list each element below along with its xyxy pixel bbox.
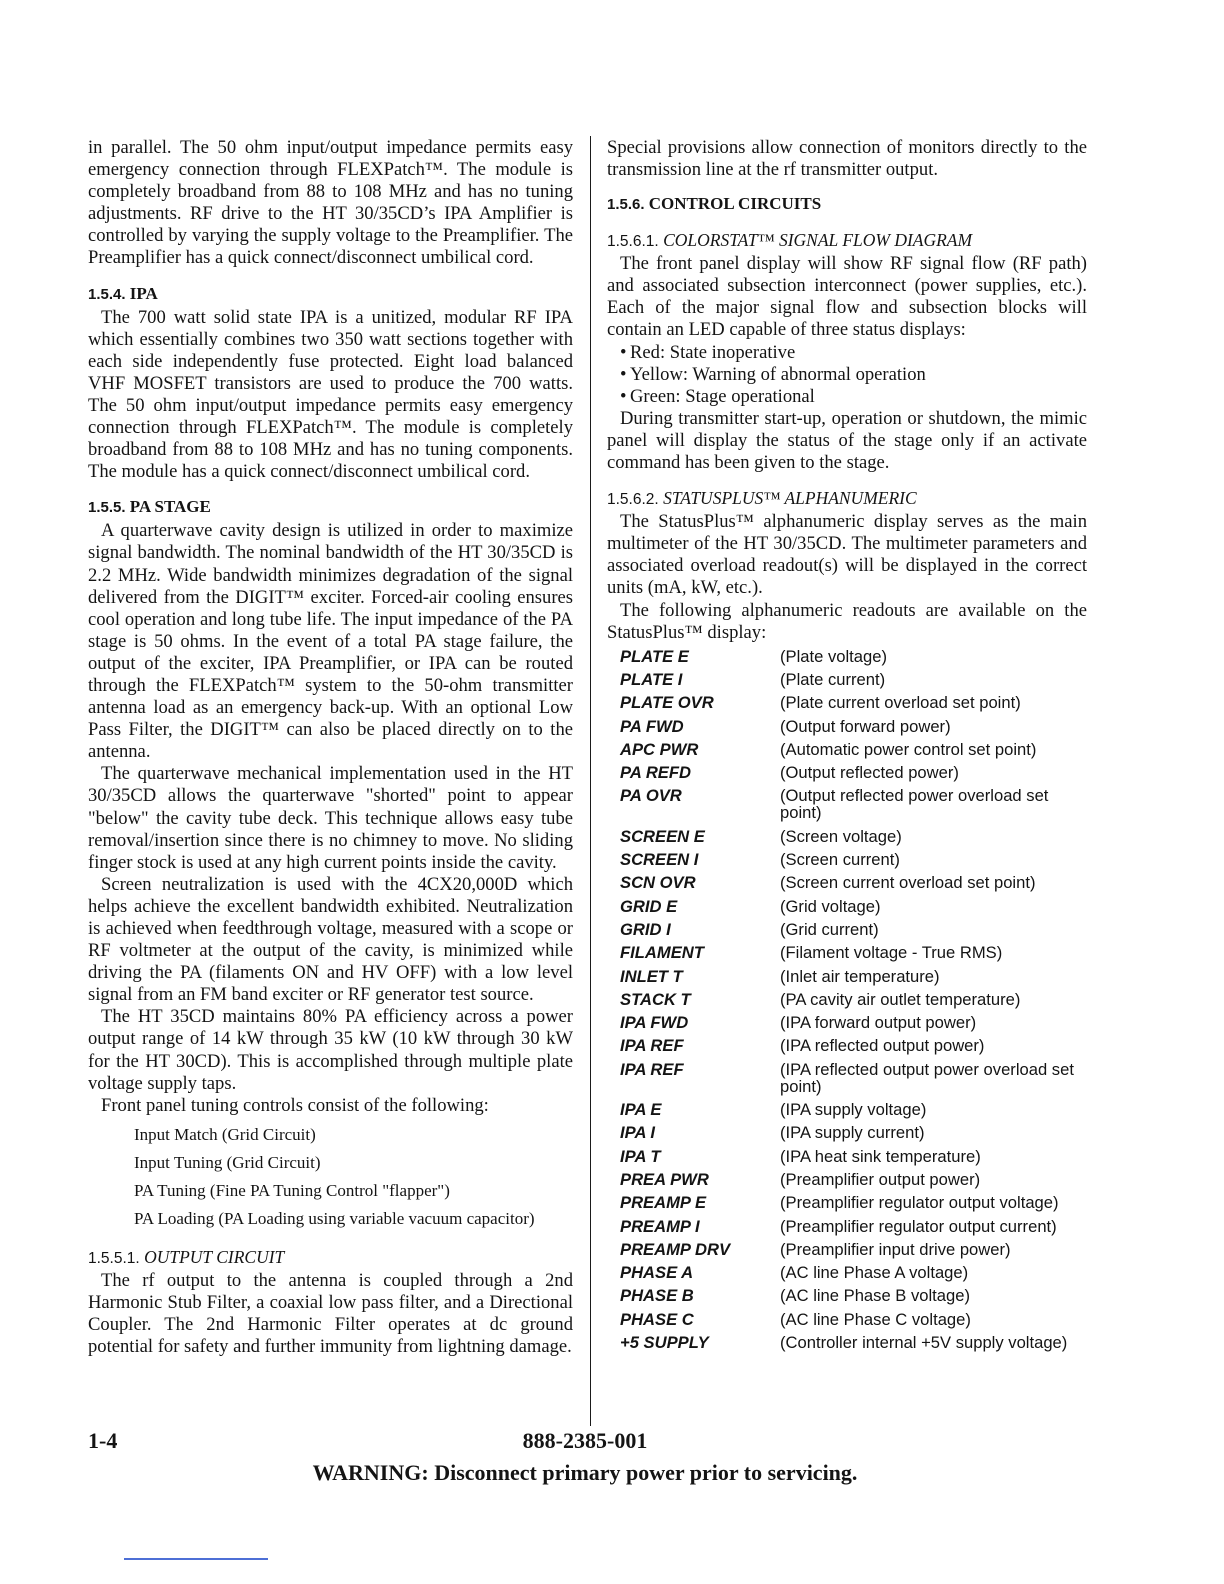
readout-row [607,851,1087,874]
readout-name: FILAMENT [620,943,704,963]
pa-paragraph-1: A quarterwave cavity design is utilized in order to maximize signal bandwidth. The nominal bandwidth of the HT 30/35CD is 2.2 MHz. Wide bandwidth minimizes degradation of the signal delivered from the DIGIT™ exciter. Forced-air cooling ensures cool operation and long tube life. The input impedance of the PA stage is 50 ohms. In the event of a total PA stage failure, the output of the exciter, IPA Preamplifier, or IPA can be routed through the FLEXPatch™ system to the 50-ohm transmitter antenna load as an emergency back-up. With an optional Low Pass Filter, the DIGIT™ can also be placed directly on to the antenna. [88,520,573,763]
readout-name: APC PWR [620,739,699,759]
readout-description: (Filament voltage - True RMS) [780,943,1003,963]
subsection-heading-statusplus [607,487,1087,511]
section-title: PA STAGE [129,497,211,517]
readout-description: (Screen current) [780,850,900,870]
readout-name: +5 SUPPLY [620,1333,709,1352]
readout-description: (Plate current) [780,669,886,689]
readout-row [607,1264,1087,1287]
right-column [607,137,1087,1357]
readout-row [607,1148,1087,1171]
readout-row [607,1311,1087,1334]
subsection-title: STATUSPLUS™ ALPHANUMERIC [663,488,917,509]
readout-description: (Preamplifier regulator output voltage) [780,1193,1059,1213]
readout-description: (IPA supply voltage) [780,1100,927,1120]
section-number: 1.5.4. [88,285,126,303]
readout-name: SCREEN I [620,850,699,870]
readout-description: (IPA forward output power) [780,1013,977,1033]
pa-paragraph-3: Screen neutralization is used with the 4CX20,000D which helps achieve the excellent bandwidth exhibited. Neutralization is achieved when feedthrough voltage, measured with a scope or RF voltmeter at the output of the cavity, is minimized while driving the PA (filaments ON and HV OFF) with a low level signal from an FM band exciter or RF generator test source. [88,873,573,1006]
readout-description: (AC line Phase A voltage) [780,1263,969,1283]
readout-row [607,1334,1087,1357]
readout-name: PA REFD [620,763,691,783]
readout-row [607,741,1087,764]
intro-paragraph: in parallel. The 50 ohm input/output impedance permits easy emergency connection through FLEXPatch™. The module is completely broadband from 88 to 108 MHz and has no tuning adjustments. RF drive to the HT 30/35CD’s IPA Amplifier is controlled by varying the supply voltage to the Preamplifier. The Preamplifier has a quick connect/disconnect umbilical cord. [88,137,573,269]
readout-description: (Preamplifier output power) [780,1169,981,1189]
column-divider [590,136,591,1426]
readout-description: (Screen current overload set point) [780,873,1036,893]
readout-row [607,968,1087,991]
readout-description: (Grid voltage) [780,896,881,916]
readout-description: (IPA reflected output power overload set point) [780,1059,1074,1096]
subsection-number: 1.5.5.1. [88,1249,140,1267]
readout-name: PREA PWR [620,1169,709,1189]
readout-description: (Output reflected power) [780,763,959,783]
scan-artifact-line [124,1558,268,1560]
readout-row [607,1037,1087,1060]
readout-name: IPA REF [620,1059,684,1079]
readout-row [607,1171,1087,1194]
readout-description: (AC line Phase B voltage) [780,1286,971,1306]
page-number: 1-4 [88,1428,118,1453]
readout-description: (Screen voltage) [780,826,902,846]
intro-paragraph: Special provisions allow connection of monitors directly to the transmission line at the rf transmitter output. [607,137,1087,181]
tuning-control-item: PA Loading (PA Loading using variable vacuum capacitor) [134,1208,535,1228]
readout-name: PHASE B [620,1286,694,1306]
tuning-control-item: Input Tuning (Grid Circuit) [134,1152,321,1172]
readout-description: (Preamplifier input drive power) [780,1239,1011,1259]
readout-description: (Preamplifier regulator output current) [780,1216,1057,1236]
readout-name: GRID I [620,919,671,939]
readout-name: SCREEN E [620,826,705,846]
readout-row [607,694,1087,717]
readout-name: IPA E [620,1100,662,1120]
section-number: 1.5.6. [607,196,645,214]
readout-name: PA FWD [620,716,684,736]
readout-row [607,898,1087,921]
readout-name: IPA FWD [620,1013,689,1033]
ipa-paragraph: The 700 watt solid state IPA is a unitized, modular RF IPA which essentially combines two 350 watt sections together with each side independently fuse protected. Eight load balanced VHF MOSFET transistors are used to produce the 700 watts. The 50 ohm input/output impedance permits easy emergency connection through FLEXPatch™. The module is completely broadband from 88 to 108 MHz and has no tuning components. The module has a quick connect/disconnect umbilical cord. [88,306,573,483]
tuning-control-item: PA Tuning (Fine PA Tuning Control "flapper") [134,1180,450,1200]
tuning-control-item: Input Match (Grid Circuit) [134,1124,316,1144]
readout-row [607,1014,1087,1037]
readout-description: (IPA heat sink temperature) [780,1146,981,1166]
readout-row [607,1218,1087,1241]
subsection-title: COLORSTAT™ SIGNAL FLOW DIAGRAM [663,230,973,251]
readout-name: PREAMP I [620,1216,700,1236]
readout-name: GRID E [620,896,678,916]
readout-description: (IPA supply current) [780,1123,925,1143]
output-circuit-paragraph: The rf output to the antenna is coupled through a 2nd Harmonic Stub Filter, a coaxial low pass filter, and a Directional Coupler. The 2nd Harmonic Filter operates at dc ground potential for safety and further immunity from lightning damage. [88,1269,573,1358]
readout-name: PLATE E [620,646,689,666]
readout-row [607,764,1087,787]
tuning-controls-list [134,1121,573,1233]
bullet-icon: • [620,385,627,407]
statusplus-paragraph-1: The StatusPlus™ alphanumeric display serves as the main multimeter of the HT 30/35CD. The multimeter parameters and associated overload readout(s) will be displayed in the correct units (mA, kW, etc.). [607,511,1087,599]
section-number: 1.5.5. [88,499,126,517]
readout-description: (Plate voltage) [780,646,887,666]
section-title: IPA [129,283,158,303]
readout-name: STACK T [620,989,691,1009]
readout-description: (Inlet air temperature) [780,966,940,986]
readout-name: INLET T [620,966,683,986]
readout-description: (IPA reflected output power) [780,1036,985,1056]
status-display-item: • Red: State inoperative [620,341,796,363]
readout-row [607,1287,1087,1310]
section-heading-ipa [88,283,573,306]
readouts-table [607,648,1087,1358]
subsection-heading-output-circuit [88,1246,573,1270]
readout-row [607,1241,1087,1264]
bullet-icon: • [620,363,627,385]
readout-description: (Automatic power control set point) [780,739,1037,759]
readout-row [607,787,1087,827]
readout-row [607,1061,1087,1101]
readout-row [607,944,1087,967]
readout-description: (Output forward power) [780,716,951,736]
colorstat-paragraph-1: The front panel display will show RF signal flow (RF path) and associated subsection interconnect (power supplies, etc.). Each of the major signal flow and subsection blocks will contain an LED capable of three status displays: [607,253,1087,341]
readout-row [607,718,1087,741]
subsection-heading-colorstat [607,229,1087,253]
readout-row [607,1124,1087,1147]
readout-row [607,921,1087,944]
readout-row [607,648,1087,671]
pa-paragraph-5: Front panel tuning controls consist of the following: [101,1094,489,1116]
section-title: CONTROL CIRCUITS [648,194,822,214]
readout-row [607,1101,1087,1124]
status-display-item: • Green: Stage operational [620,385,815,407]
readout-description: (Controller internal +5V supply voltage) [780,1333,1068,1352]
readout-name: PHASE C [620,1309,694,1329]
readout-description: (AC line Phase C voltage) [780,1309,971,1329]
readout-name: PREAMP DRV [620,1239,731,1259]
subsection-number: 1.5.6.1. [607,233,659,251]
section-heading-control-circuits [607,193,1087,216]
subsection-title: OUTPUT CIRCUIT [144,1246,285,1267]
readout-name: IPA T [620,1146,661,1166]
readout-description: (Plate current overload set point) [780,693,1021,713]
readout-row [607,828,1087,851]
left-column [88,137,573,1358]
safety-warning: WARNING: Disconnect primary power prior to servicing. [312,1460,858,1485]
pa-paragraph-2: The quarterwave mechanical implementation used in the HT 30/35CD allows the quarterwave "shorted" point to appear "below" the cavity tube deck. This technique allows easy tube removal/insertion since there is no chimney to move. No sliding finger stock is used at any high current points inside the cavity. [88,763,573,873]
colorstat-paragraph-2: During transmitter start-up, operation or shutdown, the mimic panel will display the status of the stage only if an activate command has been given to the stage. [607,407,1087,474]
readout-row [607,671,1087,694]
status-display-item: • Yellow: Warning of abnormal operation [620,363,926,385]
status-display-list [607,342,1087,408]
document-number: 888-2385-001 [522,1428,648,1453]
section-heading-pa-stage [88,496,573,519]
readout-row [607,1194,1087,1217]
subsection-number: 1.5.6.2. [607,491,659,509]
readout-name: SCN OVR [620,873,696,893]
readout-name: PA OVR [620,786,682,806]
pa-paragraph-4: The HT 35CD maintains 80% PA efficiency across a power output range of 14 kW through 35 kW (10 kW through 30 kW for the HT 30CD). This is accomplished through multiple plate voltage supply taps. [88,1006,573,1094]
readout-row [607,874,1087,897]
readout-name: PREAMP E [620,1193,707,1213]
readout-description: (Output reflected power overload set point) [780,786,1049,823]
readout-name: IPA REF [620,1036,684,1056]
readout-description: (PA cavity air outlet temperature) [780,989,1021,1009]
readout-name: IPA I [620,1123,656,1143]
bullet-icon: • [620,341,627,363]
readout-name: PLATE OVR [620,693,714,713]
readout-name: PLATE I [620,669,683,689]
statusplus-paragraph-2: The following alphanumeric readouts are available on the StatusPlus™ display: [607,599,1087,643]
readout-description: (Grid current) [780,919,879,939]
readout-row [607,991,1087,1014]
readout-name: PHASE A [620,1263,694,1283]
